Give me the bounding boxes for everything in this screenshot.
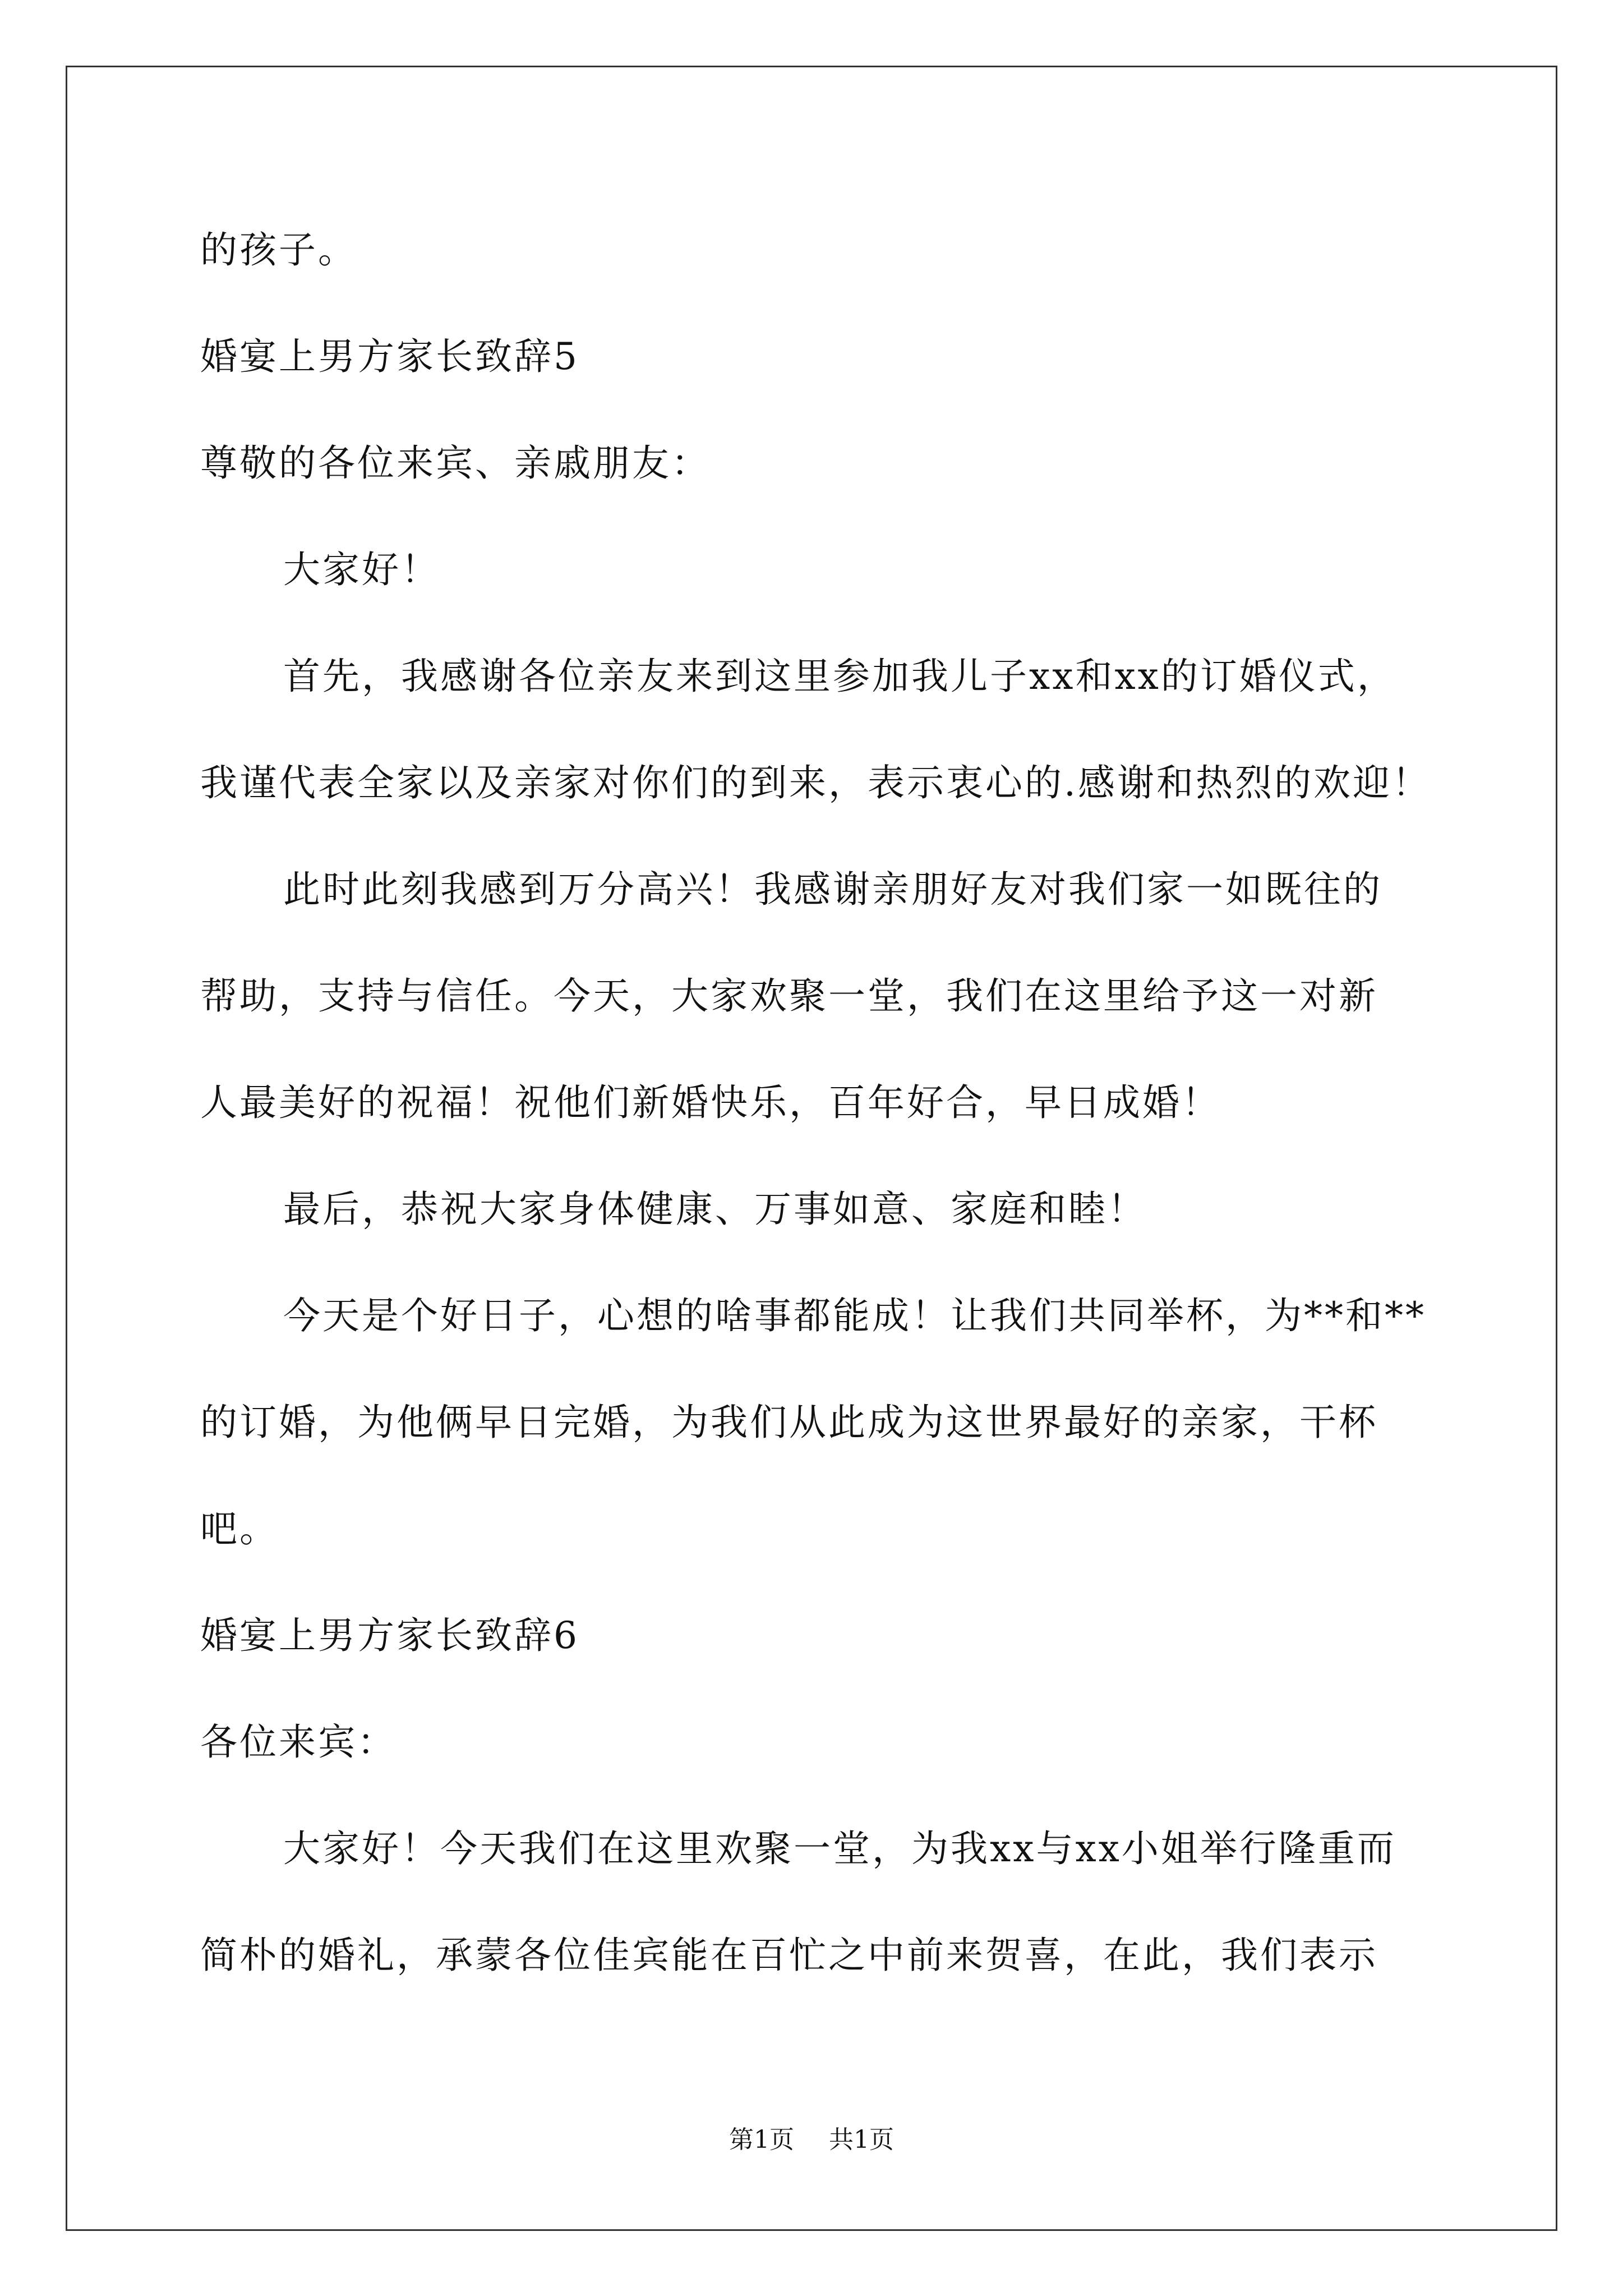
text-line: 此时此刻我感到万分高兴！我感谢亲朋好友对我们家一如既往的 xyxy=(283,868,1382,911)
text-line: 的孩子。 xyxy=(200,228,357,272)
salutation: 各位来宾： xyxy=(200,1720,396,1764)
page-frame xyxy=(66,66,1557,2231)
page-number: 第1页 xyxy=(729,2125,794,2154)
text-line: 大家好！ xyxy=(283,548,440,591)
text-line: 吧。 xyxy=(200,1507,279,1550)
total-pages: 共1页 xyxy=(829,2125,894,2154)
text-line: 首先，我感谢各位亲友来到这里参加我儿子xx和xx的订婚仪式， xyxy=(283,655,1396,698)
section-heading: 婚宴上男方家长致辞5 xyxy=(200,335,579,378)
text-line: 今天是个好日子，心想的啥事都能成！让我们共同举杯，为**和** xyxy=(283,1294,1426,1337)
text-line: 我谨代表全家以及亲家对你们的到来，表示衷心的.感谢和热烈的欢迎！ xyxy=(200,761,1431,804)
section-heading: 婚宴上男方家长致辞6 xyxy=(200,1614,579,1657)
text-line: 简朴的婚礼，承蒙各位佳宾能在百忙之中前来贺喜，在此，我们表示 xyxy=(200,1934,1378,1977)
text-line: 人最美好的祝福！祝他们新婚快乐，百年好合，早日成婚！ xyxy=(200,1081,1221,1124)
text-line: 的订婚，为他俩早日完婚，为我们从此成为这世界最好的亲家，干杯 xyxy=(200,1401,1378,1444)
text-line: 最后，恭祝大家身体健康、万事如意、家庭和睦！ xyxy=(283,1188,1147,1231)
text-line: 大家好！今天我们在这里欢聚一堂，为我xx与xx小姐举行隆重而 xyxy=(283,1827,1396,1870)
salutation: 尊敬的各位来宾、亲戚朋友： xyxy=(200,441,711,485)
page-footer xyxy=(0,2125,1623,2154)
text-line: 帮助，支持与信任。今天，大家欢聚一堂，我们在这里给予这一对新 xyxy=(200,974,1378,1018)
